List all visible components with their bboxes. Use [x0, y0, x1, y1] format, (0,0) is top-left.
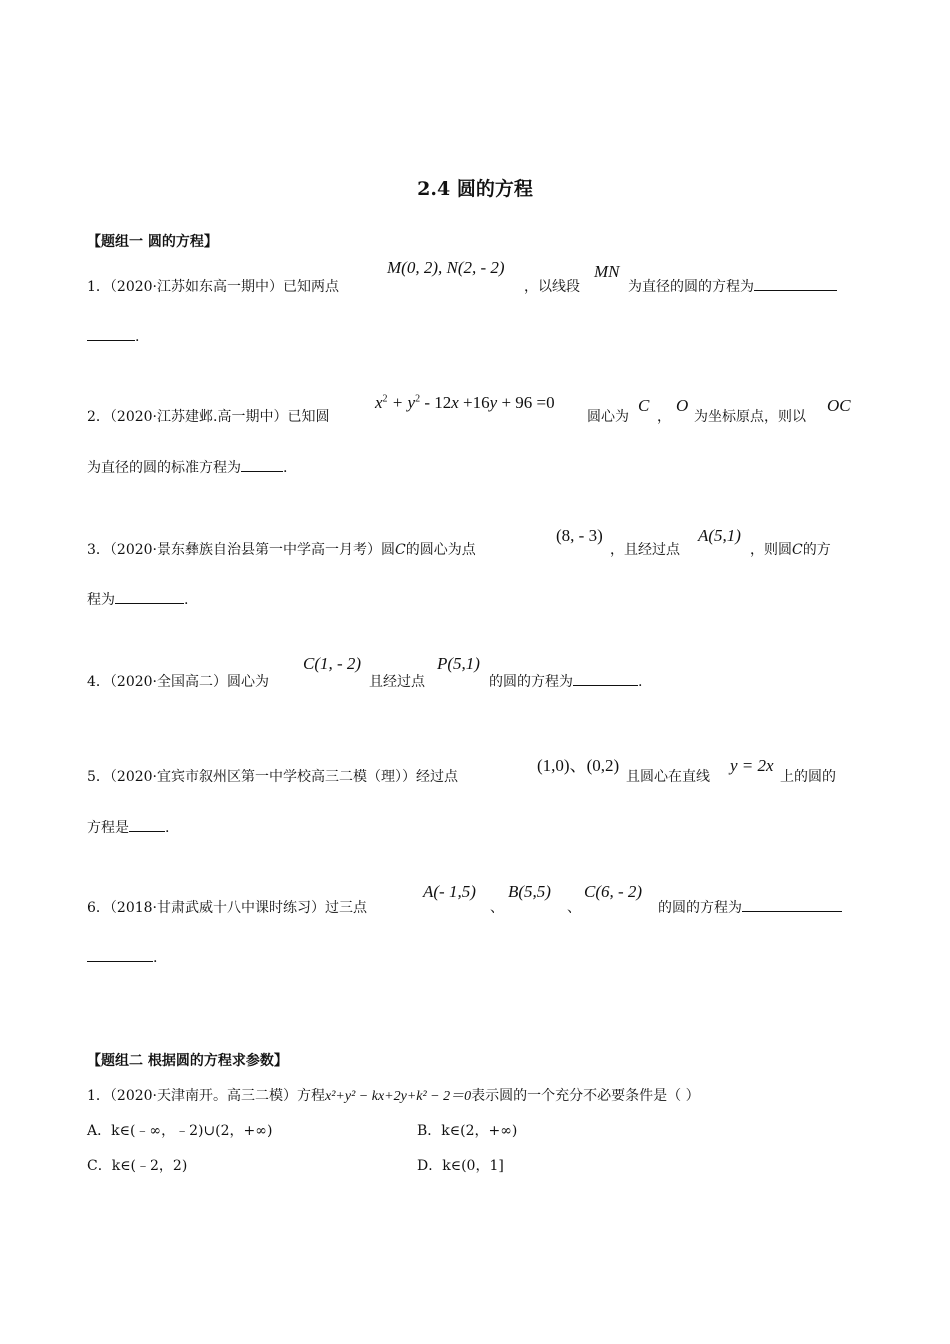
- question-line-2: [87, 457, 287, 477]
- question-text: 圆心为: [587, 409, 629, 425]
- answer-blank[interactable]: [754, 276, 837, 291]
- separator: 、: [567, 900, 581, 916]
- math-center-c: C: [638, 396, 650, 415]
- question-1-5: [87, 766, 458, 786]
- question-source: （2018·甘肃武威十八中课时练习）过三点: [109, 900, 367, 916]
- math-circle-equation: $x^2 + y^2 - 12x +16y + 96 =0$: [375, 393, 555, 412]
- question-text: ，以线段: [524, 279, 580, 295]
- question-text-inline: 表示圆的一个充分不必要条件是（ ）: [471, 1088, 700, 1104]
- math-origin-o: O: [676, 396, 689, 415]
- option-a[interactable]: A．k∈(﹣∞，﹣2)∪(2，+∞): [87, 1123, 273, 1139]
- math-point-b: B(5,5): [508, 882, 551, 901]
- answer-blank[interactable]: [115, 589, 184, 604]
- page-title: 2.4 圆的方程: [417, 178, 533, 200]
- math-point-c: C(6, - 2): [584, 882, 643, 901]
- question-text: [489, 671, 642, 691]
- question-1-3: [87, 539, 476, 559]
- question-source: （2020·天津南开。高三二模）方程: [109, 1088, 326, 1104]
- answer-line-continued: [87, 947, 157, 966]
- question-text: 为坐标原点，则以: [694, 409, 806, 425]
- math-point-p: P(5,1): [437, 654, 480, 673]
- question-text-inline: 的圆的方程为: [489, 674, 573, 690]
- question-1-4: [87, 671, 269, 691]
- math-line-equation: y = 2x: [730, 756, 774, 775]
- question-number: 6．: [87, 900, 110, 916]
- equation: x²+y² − kx+2y+k² − 2＝0: [325, 1089, 472, 1104]
- period: .: [153, 950, 158, 966]
- question-text: [658, 897, 842, 917]
- math-two-points: (1,0)、(0,2): [537, 756, 620, 775]
- group-two-heading: 【题组二 根据圆的方程求参数】: [87, 1053, 288, 1069]
- period: .: [638, 674, 643, 690]
- separator: 、: [490, 900, 504, 916]
- math-center-c: C(1, - 2): [303, 654, 362, 673]
- question-text-inline: ，则圆: [750, 542, 792, 558]
- question-1-1: [87, 276, 339, 296]
- period: .: [135, 329, 140, 345]
- group-one-heading: 【题组一 圆的方程】: [87, 234, 218, 250]
- question-text-inline: 为直径的圆的方程为: [628, 279, 754, 295]
- option-d[interactable]: D．k∈(0，1]: [417, 1158, 504, 1174]
- circle-c-label: C: [395, 542, 406, 558]
- question-text: ，且经过点: [610, 542, 680, 558]
- question-text-inline: 的方: [802, 542, 831, 558]
- answer-blank[interactable]: [129, 817, 165, 832]
- math-segment-mn: MN: [594, 262, 620, 281]
- question-text-inline: 为直径的圆的标准方程为: [87, 460, 241, 476]
- period: .: [283, 460, 288, 476]
- question-line-2: [87, 817, 169, 837]
- answer-blank[interactable]: [742, 897, 842, 912]
- math-point-a: A(- 1,5): [423, 882, 476, 901]
- question-source: （2020·江苏建邺.高一期中）已知圆: [109, 409, 330, 425]
- question-text: 且圆心在直线: [626, 769, 710, 785]
- math-center-point: (8, - 3): [556, 526, 603, 545]
- option-b[interactable]: B．k∈(2，+∞): [417, 1123, 518, 1139]
- question-number: 2．: [87, 409, 110, 425]
- question-source: （2020·景东彝族自治县第一中学高一月考）圆: [109, 542, 395, 558]
- question-number: 3．: [87, 542, 110, 558]
- question-text: 上的圆的: [780, 769, 836, 785]
- question-text-inline: 方程是: [87, 820, 129, 836]
- question-source: （2020·宜宾市叙州区第一中学校高三二模（理））经过点: [109, 769, 458, 785]
- answer-blank[interactable]: [87, 326, 135, 341]
- question-text-inline: 的圆心为点: [405, 542, 476, 558]
- math-point-a: A(5,1): [698, 526, 741, 545]
- question-number: 1．: [87, 279, 110, 295]
- answer-line-continued: [87, 326, 139, 345]
- question-1-6: [87, 897, 367, 917]
- circle-c-label: C: [792, 542, 803, 558]
- period: .: [165, 820, 170, 836]
- question-text-inline: 的圆的方程为: [658, 900, 742, 916]
- question-text-inline: 程为: [87, 592, 115, 608]
- question-number: 5．: [87, 769, 110, 785]
- question-1-2: [87, 406, 329, 426]
- option-c[interactable]: C．k∈(﹣2，2): [87, 1158, 188, 1174]
- question-text: [628, 276, 837, 296]
- answer-blank[interactable]: [87, 947, 153, 962]
- question-source: （2020·江苏如东高一期中）已知两点: [109, 279, 340, 295]
- question-2-1: [87, 1085, 700, 1105]
- math-segment-oc: OC: [827, 396, 851, 415]
- question-number: 1．: [87, 1088, 110, 1104]
- period: .: [184, 592, 189, 608]
- question-text: ，: [657, 409, 671, 425]
- math-points-mn: M(0, 2), N(2, - 2): [387, 258, 505, 277]
- answer-blank[interactable]: [241, 457, 283, 472]
- question-line-2: [87, 589, 188, 609]
- question-source: （2020·全国高二）圆心为: [109, 674, 270, 690]
- question-number: 4．: [87, 674, 110, 690]
- question-text: 且经过点: [369, 674, 425, 690]
- question-text: [750, 539, 831, 559]
- answer-blank[interactable]: [573, 671, 638, 686]
